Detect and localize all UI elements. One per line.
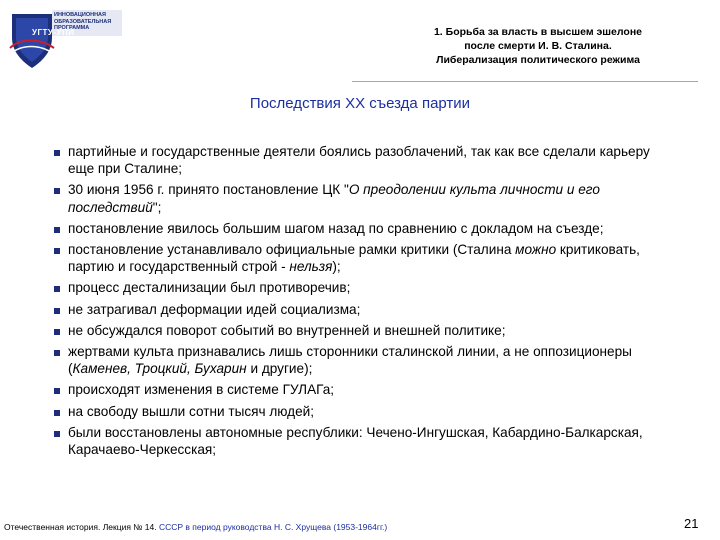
- bullet-list: [56, 143, 676, 462]
- square-bullet-icon: [54, 150, 60, 156]
- section-header-line: 1. Борьба за власть в высшем эшелоне: [433, 26, 643, 38]
- section-header-line: Либерализация политического режима: [436, 54, 640, 66]
- logo: [8, 8, 123, 80]
- footer-course: Отечественная история. Лекция № 14.: [4, 522, 159, 532]
- bullet-item: [56, 220, 676, 237]
- bullet-text: были восстановлены автономные республики: Чечено-Ингушская, Кабардино-Балкарская, Карачаево-Черкесская;: [68, 424, 643, 458]
- section-header: [388, 25, 688, 67]
- bullet-text: процесс десталинизации был противоречив;: [68, 280, 351, 296]
- bullet-item: [56, 322, 676, 339]
- section-header-line: после смерти И. В. Сталина.: [464, 40, 612, 52]
- square-bullet-icon: [54, 248, 60, 254]
- bullet-text-italic: можно: [515, 242, 557, 258]
- bullet-text: не обсуждался поворот событий во внутренней и внешней политике;: [68, 322, 506, 338]
- square-bullet-icon: [54, 188, 60, 194]
- bullet-text: 30 июня 1956 г. принято постановление ЦК ": [68, 182, 349, 198]
- bullet-text: );: [332, 259, 341, 275]
- square-bullet-icon: [54, 227, 60, 233]
- bullet-text: постановление явилось большим шагом назад по сравнению с докладом на съезде;: [68, 220, 604, 236]
- footer: [4, 522, 387, 532]
- bullet-text: ";: [152, 199, 162, 215]
- bullet-item: [56, 301, 676, 318]
- bullet-text: происходят изменения в системе ГУЛАГа;: [68, 382, 335, 398]
- square-bullet-icon: [54, 388, 60, 394]
- bullet-item: [56, 381, 676, 398]
- logo-line: ИННОВАЦИОННАЯ: [54, 12, 106, 18]
- square-bullet-icon: [54, 329, 60, 335]
- bullet-item: [56, 181, 676, 215]
- bullet-item: [56, 143, 676, 177]
- bullet-item: [56, 403, 676, 420]
- bullet-item: [56, 424, 676, 458]
- bullet-text: партийные и государственные деятели боялись разоблачений, так как все сделали карьеру еще при Сталине;: [68, 144, 650, 177]
- square-bullet-icon: [54, 350, 60, 356]
- bullet-text: и другие);: [246, 361, 313, 377]
- bullet-item: [56, 343, 676, 377]
- page-number: 21: [684, 516, 699, 531]
- bullet-text: критиковать, партию и государственный строй -: [68, 242, 640, 275]
- square-bullet-icon: [54, 286, 60, 292]
- bullet-text-italic: нельзя: [289, 259, 333, 275]
- bullet-text: постановление устанавливало официальные рамки критики (Сталина: [68, 242, 516, 258]
- bullet-item: [56, 279, 676, 296]
- bullet-text-italic: Каменев, Троцкий, Бухарин: [72, 361, 247, 377]
- footer-lecture-topic: СССР в период руководства Н. С. Хрущева (1953-1964гг.): [158, 522, 388, 532]
- square-bullet-icon: [54, 410, 60, 416]
- logo-line: ОБРАЗОВАТЕЛЬНАЯ: [54, 18, 112, 25]
- logo-badge: УГТУ-УПИ: [32, 28, 75, 37]
- logo-line: ПРОГРАММА: [54, 25, 90, 31]
- square-bullet-icon: [54, 431, 60, 437]
- header-divider: [352, 81, 698, 82]
- bullet-text: жертвами культа признавались лишь сторонники сталинской линии, а не оппозиционеры (: [68, 344, 632, 377]
- bullet-item: [56, 241, 676, 275]
- bullet-text-italic: О преодолении культа личности и его последствий: [68, 182, 600, 215]
- bullet-text: на свободу вышли сотни тысяч людей;: [68, 403, 315, 419]
- slide-title: Последствия ХХ съезда партии: [249, 95, 471, 112]
- bullet-text: не затрагивал деформации идей социализма;: [68, 301, 361, 317]
- square-bullet-icon: [54, 308, 60, 314]
